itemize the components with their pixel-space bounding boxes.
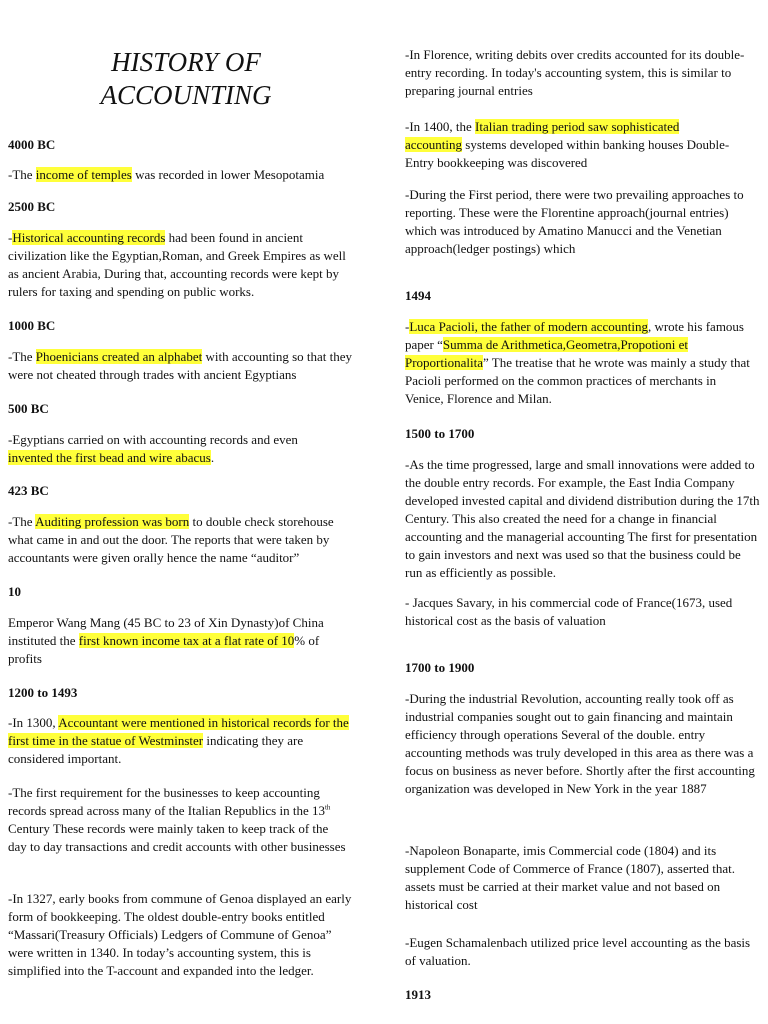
page-title: HISTORY OF ACCOUNTING xyxy=(100,47,272,110)
highlight: Luca Pacioli, the father of modern accounting xyxy=(409,319,648,334)
paragraph-1500-to-1700: -As the time progressed, large and small innovations were added to the double entry records. For example, the East India Company developed invested capital and dividend distribution during the 17th Century. This also created the need for a change in financial accounting and the managerial accounting The first for presentation to gain investors and next was used so that the business could be run as efficiently as possible. xyxy=(405,457,760,580)
highlight: first known income tax at a flat rate of 10 xyxy=(78,633,295,648)
paragraph-italian-republics: -The first requirement for the businesses to keep accounting records spread across many of the Italian Republics in the 13th Century These records were mainly taken to keep track of the day to day transactions and credit accounts with other businesses xyxy=(8,785,346,854)
paragraph-savary: - Jacques Savary, in his commercial code of France(1673, used historical cost as the basis of valuation xyxy=(405,595,733,628)
paragraph-1300: -In 1300, Accountant were mentioned in historical records for the first time in the statue of Westminster indicating they are considered important. xyxy=(8,715,349,766)
highlight: invented the first bead and wire abacus xyxy=(8,450,211,465)
highlight: Phoenicians created an alphabet xyxy=(35,349,203,364)
highlight: Historical accounting records xyxy=(12,230,166,245)
heading-10: 10 xyxy=(8,584,21,599)
paragraph-1000bc: -The Phoenicians created an alphabet with accounting so that they were not cheated through trades with ancient Egyptians xyxy=(8,349,353,382)
heading-1200-to-1493: 1200 to 1493 xyxy=(8,685,78,700)
paragraph-industrial-revolution: -During the industrial Revolution, accounting really took off as industrial companies sought out to gain financing and maintain efficiency through operations Several of the double. entry accounting methods was truly developed in this area as there was a focus on business as never before. Shortly after the first accounting organization was developed in New York in the year 1887 xyxy=(405,691,755,796)
heading-1700-to-1900: 1700 to 1900 xyxy=(405,660,475,675)
heading-1500-to-1700: 1500 to 1700 xyxy=(405,426,475,441)
paragraph-napoleon: -Napoleon Bonaparte, imis Commercial code (1804) and its supplement Code of Commerce of France (1807), asserted that. assets must be carried at their market value and not based on historical cost xyxy=(405,843,735,912)
highlight: Accountant were mentioned in historical records for the first time in the statue of Westminster xyxy=(8,715,349,748)
heading-1494: 1494 xyxy=(405,288,431,303)
paragraph-4000bc: -The income of temples was recorded in lower Mesopotamia xyxy=(8,167,325,182)
paragraph-423bc: -The Auditing profession was born to double check storehouse what came in and out the door. The reports that were taken by accountants were given orally hence the name “auditor” xyxy=(8,514,334,565)
heading-1000bc: 1000 BC xyxy=(8,318,56,333)
heading-4000bc: 4000 BC xyxy=(8,137,56,152)
paragraph-1400: -In 1400, the Italian trading period saw sophisticated accounting systems developed within banking houses Double-Entry bookkeeping was discovered xyxy=(405,119,730,170)
highlight: income of temples xyxy=(35,167,132,182)
heading-500bc: 500 BC xyxy=(8,401,49,416)
heading-2500bc: 2500 BC xyxy=(8,199,56,214)
paragraph-500bc: -Egyptians carried on with accounting records and even invented the first bead and wire abacus. xyxy=(8,432,298,465)
paragraph-1327: -In 1327, early books from commune of Genoa displayed an early form of bookkeeping. The oldest double-entry books entitled “Massari(Treasury Officials) Ledgers of Commune of Genoa” were written in 1340. In today’s accounting system, this is simplified into the T-account and expanded into the ledger. xyxy=(8,891,352,978)
paragraph-2500bc: -Historical accounting records had been found in ancient civilization like the Egyptian,Roman, and Greek Empires as well as ancient Arabia, During that, accounting records were kept by rulers for taxing and spending on public works. xyxy=(8,230,346,299)
paragraph-10: Emperor Wang Mang (45 BC to 23 of Xin Dynasty)of China instituted the first known income tax at a flat rate of 10% of profits xyxy=(8,615,324,666)
heading-1913: 1913 xyxy=(405,987,431,1002)
paragraph-1494: -Luca Pacioli, the father of modern accounting, wrote his famous paper “Summa de Arithmetica,Geometra,Propotioni et Proportionalita” The treatise that he wrote was mainly a study that Pacioli performed on the common practices of merchants in Venice, Florence and Milan. xyxy=(405,319,750,406)
highlight: Summa de Arithmetica,Geometra,Propotioni et Proportionalita xyxy=(405,337,689,370)
heading-423bc: 423 BC xyxy=(8,483,49,498)
paragraph-first-period: -During the First period, there were two prevailing approaches to reporting. These were the Florentine approach(journal entries) which was introduced by Amatino Manucci and the Venetian approach(ledger postings) which xyxy=(405,187,744,256)
highlight: Auditing profession was born xyxy=(35,514,190,529)
highlight: Italian trading period saw sophisticated accounting xyxy=(405,119,680,152)
paragraph-eugen: -Eugen Schamalenbach utilized price level accounting as the basis of valuation. xyxy=(405,935,751,968)
paragraph-florence: -In Florence, writing debits over credits accounted for its double-entry recording. In today's accounting system, this is similar to preparing journal entries xyxy=(405,47,745,98)
